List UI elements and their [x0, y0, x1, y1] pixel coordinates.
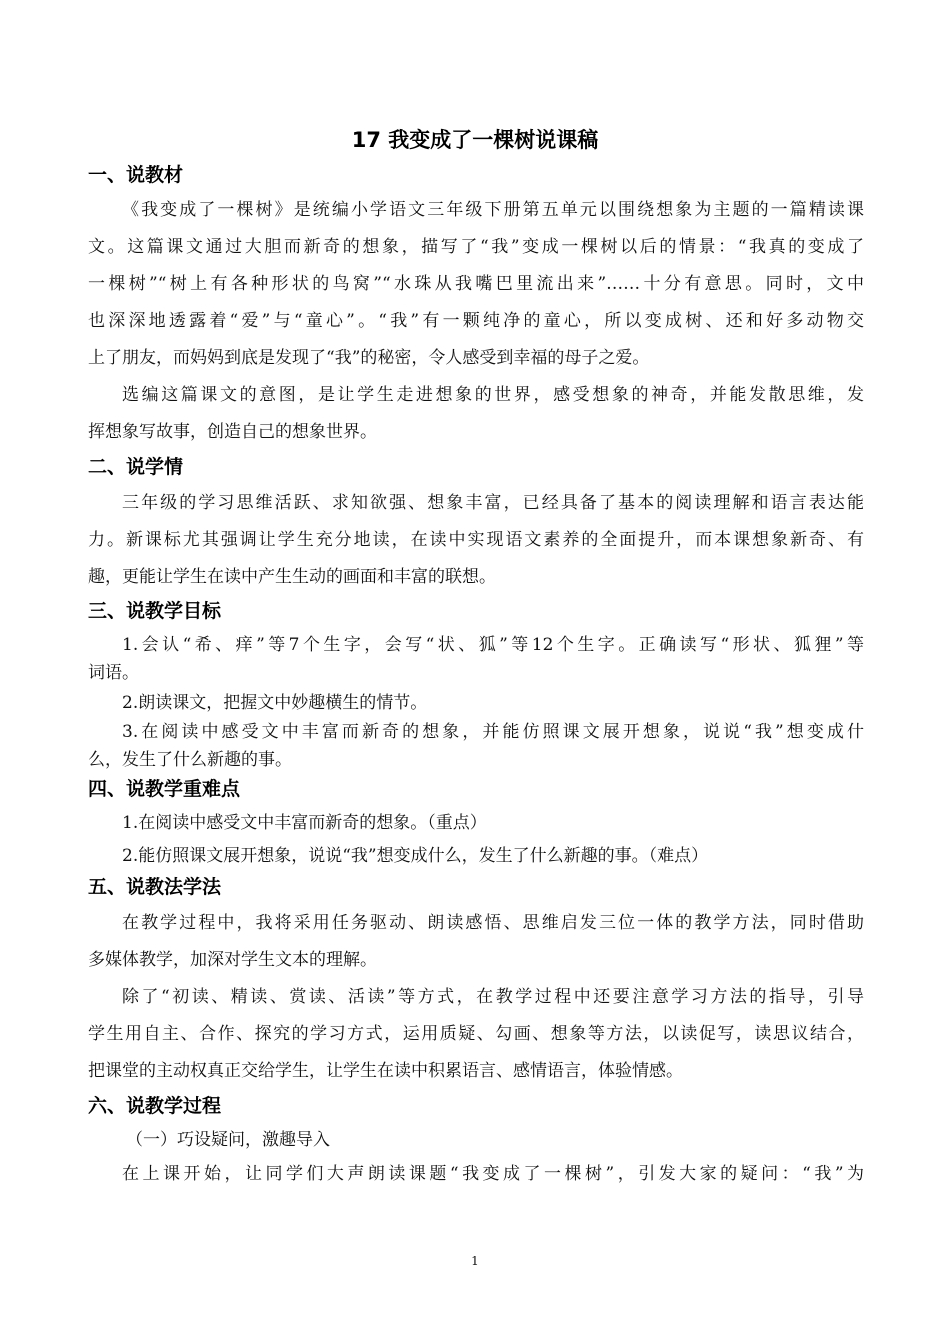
- paragraph-line: 在教学过程中，我将采用任务驱动、朗读感悟、思维启发三位一体的教学方法，同时借助: [122, 913, 864, 933]
- paragraph-line: 三年级的学习思维活跃、求知欲强、想象丰富，已经具备了基本的阅读理解和语言表达能: [122, 493, 864, 513]
- subsection-heading: （一）巧设疑问，激趣导入: [126, 1130, 330, 1150]
- paragraph-line: 上了朋友，而妈妈到底是发现了“我”的秘密，令人感受到幸福的母子之爱。: [88, 348, 650, 368]
- document-title: 17 我变成了一棵树说课稿: [351, 128, 599, 152]
- list-item: 2.能仿照课文展开想象，说说“我”想变成什么，发生了什么新趣的事。（难点）: [122, 846, 709, 866]
- paragraph-line: 学生用自主、合作、探究的学习方式，运用质疑、勾画、想象等方法，以读促写，读思议结合，: [88, 1024, 864, 1044]
- paragraph-line: 选编这篇课文的意图，是让学生走进想象的世界，感受想象的神奇，并能发散思维，发: [122, 385, 864, 405]
- paragraph-line: 文。这篇课文通过大胆而新奇的想象，描写了“我”变成一棵树以后的情景：“我真的变成了: [88, 237, 864, 257]
- section-heading: 四、说教学重难点: [88, 778, 241, 800]
- paragraph-line: 多媒体教学，加深对学生文本的理解。: [88, 950, 377, 970]
- list-item-continuation: 么，发生了什么新趣的事。: [88, 750, 292, 770]
- section-heading: 五、说教法学法: [88, 876, 222, 898]
- paragraph-line: 把课堂的主动权真正交给学生，让学生在读中积累语言、感情语言，体验情感。: [88, 1061, 683, 1081]
- paragraph-line: 挥想象写故事，创造自己的想象世界。: [88, 422, 377, 442]
- section-heading: 六、说教学过程: [88, 1095, 222, 1117]
- list-item-continuation: 词语。: [88, 663, 139, 683]
- paragraph-line: 趣，更能让学生在读中产生生动的画面和丰富的联想。: [88, 567, 496, 587]
- page-number: 1: [471, 1254, 479, 1268]
- paragraph-line: 除了“初读、精读、赏读、活读”等方式，在教学过程中还要注意学习方法的指导，引导: [122, 987, 864, 1007]
- list-item: 1.会认“希、痒”等7个生字，会写“状、狐”等12个生字。正确读写“形状、狐狸”等: [122, 635, 864, 655]
- section-heading: 三、说教学目标: [88, 600, 222, 622]
- list-item: 2.朗读课文，把握文中妙趣横生的情节。: [122, 693, 428, 713]
- paragraph-line: 《我变成了一棵树》是统编小学语文三年级下册第五单元以围绕想象为主题的一篇精读课: [122, 200, 864, 220]
- paragraph-line: 在上课开始，让同学们大声朗读课题“我变成了一棵树”，引发大家的疑问：“我”为: [122, 1164, 864, 1184]
- list-item: 1.在阅读中感受文中丰富而新奇的想象。（重点）: [122, 813, 487, 833]
- paragraph-line: 也深深地透露着“爱”与“童心”。“我”有一颗纯净的童心，所以变成树、还和好多动物交: [88, 311, 864, 331]
- section-heading: 一、说教材: [88, 164, 184, 186]
- list-item: 3.在阅读中感受文中丰富而新奇的想象，并能仿照课文展开想象，说说“我”想变成什: [122, 722, 864, 742]
- paragraph-line: 一棵树”“树上有各种形状的鸟窝”“水珠从我嘴巴里流出来”……十分有意思。同时，文中: [88, 274, 864, 294]
- section-heading: 二、说学情: [88, 456, 184, 478]
- paragraph-line: 力。新课标尤其强调让学生充分地读，在读中实现语文素养的全面提升，而本课想象新奇、有: [88, 530, 864, 550]
